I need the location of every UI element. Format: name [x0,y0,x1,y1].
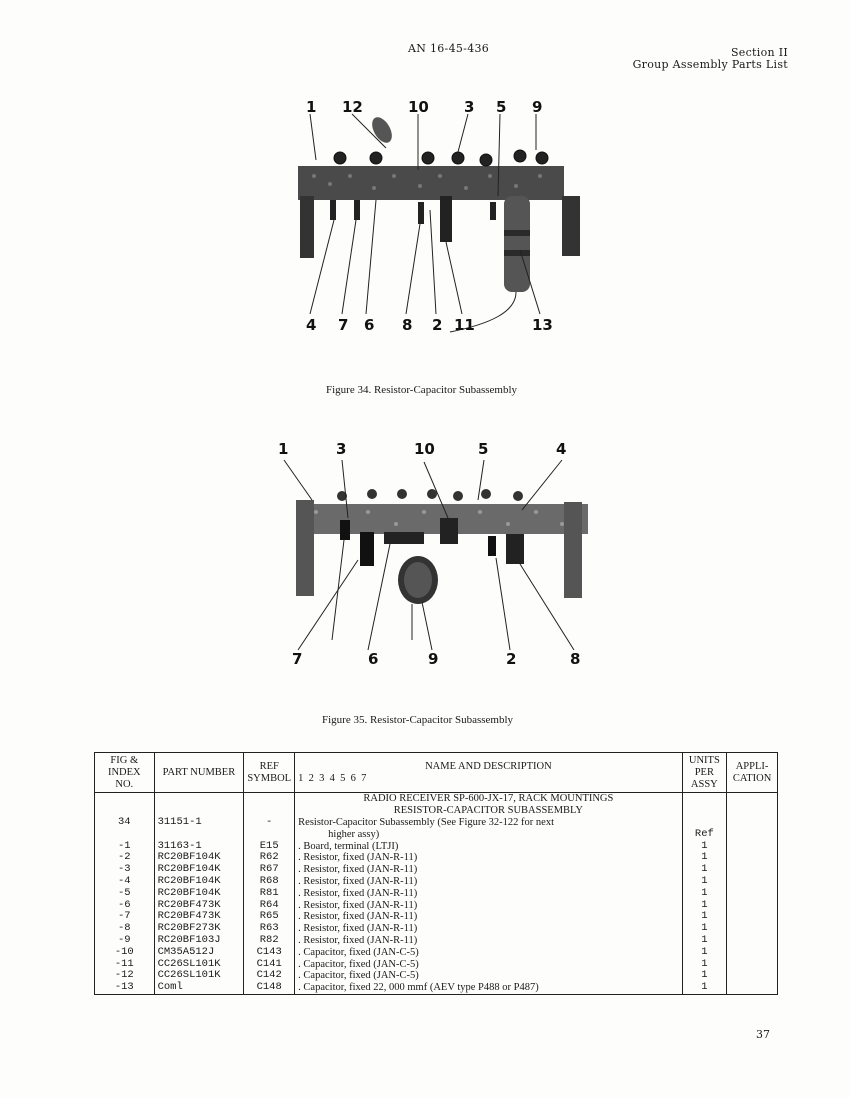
row-description-line-1: Resistor-Capacitor Subassembly (See Figure 32-122 for next [298,816,554,828]
fig35-callout: 9 [428,650,439,668]
fig35-callout: 6 [368,650,379,668]
row-application [727,817,778,841]
row-fig-index: -11 [95,959,155,971]
row-application [727,947,778,959]
col-ref-label: REF [259,760,279,772]
page-number: 37 [756,1028,770,1041]
row-units: 1 [682,970,727,982]
row-units: 1 [682,864,727,876]
fig35-callout: 8 [570,650,581,668]
figure-35-caption: Figure 35. Resistor-Capacitor Subassembly [322,714,514,726]
fig34-callout: 13 [532,316,553,334]
row-application [727,959,778,971]
fig34-callout: 7 [338,316,349,334]
row-description: . Resistor, fixed (JAN-R-11) [295,864,682,876]
row-part-number: RC20BF273K [154,923,244,935]
row-description: . Capacitor, fixed (JAN-C-5) [295,970,682,982]
row-units: Ref [682,817,727,841]
row-application [727,888,778,900]
row-description: . Capacitor, fixed (JAN-C-5) [295,959,682,971]
row-description: . Resistor, fixed (JAN-R-11) [295,911,682,923]
row-units: 1 [682,935,727,947]
row-part-number: RC20BF473K [154,911,244,923]
col-part-number: PART NUMBER [154,753,244,793]
table-row [95,817,778,841]
row-units: 1 [682,982,727,994]
section-label: Section II [730,46,788,59]
col-name-description [295,753,682,793]
row-application [727,864,778,876]
row-description-line-2: higher assy) [328,828,380,840]
row-application [727,852,778,864]
fig35-callout: 2 [506,650,517,668]
table-row [95,947,778,959]
col-fig-label-2: INDEX NO. [107,766,141,790]
row-application [727,911,778,923]
table-row [95,970,778,982]
fig34-callout: 1 [306,98,317,116]
figure-34 [290,100,580,340]
table-header-row [95,753,778,793]
row-part-number: RC20BF104K [154,864,244,876]
table-row [95,888,778,900]
fig34-callout: 4 [306,316,317,334]
row-units: 1 [682,876,727,888]
row-application [727,982,778,994]
row-ref-symbol: C143 [244,947,295,959]
fig35-callout: 3 [336,440,347,458]
col-fig-label: FIG & [110,755,139,766]
row-ref-symbol: C142 [244,970,295,982]
col-application [727,753,778,793]
fig34-callout: 9 [532,98,543,116]
row-fig-index: 34 [95,817,155,841]
row-units: 1 [682,852,727,864]
row-application [727,876,778,888]
fig34-callout: 2 [432,316,443,334]
row-fig-index: -12 [95,970,155,982]
row-ref-symbol: E15 [244,841,295,853]
row-ref-symbol: R68 [244,876,295,888]
row-units: 1 [682,959,727,971]
row-part-number: RC20BF103J [154,935,244,947]
row-units: 1 [682,911,727,923]
col-app-label-2: CATION [732,772,772,784]
row-units: 1 [682,947,727,959]
col-ref-symbol [244,753,295,793]
row-part-number: RC20BF104K [154,876,244,888]
fig34-callout: 10 [408,98,429,116]
row-application [727,841,778,853]
row-fig-index: -3 [95,864,155,876]
fig35-callout: 4 [556,440,567,458]
col-ref-label-2: SYMBOL [247,772,292,784]
col-units-label: UNITS [688,755,720,766]
row-ref-symbol: R62 [244,852,295,864]
row-fig-index: -7 [95,911,155,923]
row-ref-symbol: R82 [244,935,295,947]
fig35-callout: 10 [414,440,435,458]
assembly-title-line-1: RADIO RECEIVER SP-600-JX-17, RACK MOUNTINGS [363,793,614,805]
row-units: 1 [682,888,727,900]
row-description: . Board, terminal (LTJI) [295,841,682,853]
row-ref-symbol: R64 [244,900,295,912]
row-fig-index: -8 [95,923,155,935]
row-part-number: RC20BF473K [154,900,244,912]
row-part-number: RC20BF104K [154,888,244,900]
row-fig-index: -1 [95,841,155,853]
col-fig-index [95,753,155,793]
row-fig-index: -6 [95,900,155,912]
fig34-callout: 8 [402,316,413,334]
col-units-label-2: PER ASSY [690,766,718,790]
row-application [727,935,778,947]
row-description: . Capacitor, fixed (JAN-C-5) [295,947,682,959]
row-part-number: 31151-1 [154,817,244,841]
row-fig-index: -5 [95,888,155,900]
figure-34-photo [290,100,580,340]
fig35-callout: 5 [478,440,489,458]
figure-35-photo [272,440,596,672]
row-ref-symbol: R81 [244,888,295,900]
fig34-callout: 11 [454,316,475,334]
row-part-number: 31163-1 [154,841,244,853]
row-part-number: RC20BF104K [154,852,244,864]
document-number: AN 16-45-436 [408,42,490,55]
row-units: 1 [682,900,727,912]
row-ref-symbol: C141 [244,959,295,971]
row-fig-index: -13 [95,982,155,994]
row-fig-index: -10 [95,947,155,959]
fig35-callout: 7 [292,650,303,668]
row-units: 1 [682,923,727,935]
parts-list-table [94,752,778,995]
table-body [95,793,778,995]
fig34-callout: 6 [364,316,375,334]
row-description [295,817,682,841]
row-ref-symbol: R67 [244,864,295,876]
fig35-callout: 1 [278,440,289,458]
table-title-row [95,793,778,817]
table-row [95,935,778,947]
row-part-number: CC26SL101K [154,959,244,971]
fig34-callout: 12 [342,98,363,116]
row-description: . Resistor, fixed (JAN-R-11) [295,888,682,900]
table-row [95,876,778,888]
row-application [727,923,778,935]
row-description: . Resistor, fixed (JAN-R-11) [295,935,682,947]
assembly-title-line-2: RESISTOR-CAPACITOR SUBASSEMBLY [393,805,584,817]
row-application [727,970,778,982]
col-name-indent-levels: 1 2 3 4 5 6 7 [298,772,367,784]
section-heading [633,47,788,71]
row-part-number: CC26SL101K [154,970,244,982]
row-description: . Resistor, fixed (JAN-R-11) [295,900,682,912]
fig34-callout: 5 [496,98,507,116]
figure-35 [272,440,596,672]
row-fig-index: -9 [95,935,155,947]
row-description: . Resistor, fixed (JAN-R-11) [295,923,682,935]
row-description: . Resistor, fixed (JAN-R-11) [295,876,682,888]
row-fig-index: -2 [95,852,155,864]
table-row [95,982,778,994]
row-description: . Resistor, fixed (JAN-R-11) [295,852,682,864]
row-description: . Capacitor, fixed 22, 000 mmf (AEV type P488 or P487) [295,982,682,994]
row-part-number: CM35A512J [154,947,244,959]
col-name-label: NAME AND DESCRIPTION [425,760,552,772]
row-units: 1 [682,841,727,853]
row-ref-symbol: - [244,817,295,841]
assembly-title [295,793,682,817]
section-title: Group Assembly Parts List [632,58,788,71]
row-ref-symbol: R65 [244,911,295,923]
row-fig-index: -4 [95,876,155,888]
row-ref-symbol: R63 [244,923,295,935]
row-application [727,900,778,912]
col-units-per-assy [682,753,727,793]
row-ref-symbol: C148 [244,982,295,994]
figure-34-caption: Figure 34. Resistor-Capacitor Subassembly [326,384,518,396]
row-part-number: Coml [154,982,244,994]
fig34-callout: 3 [464,98,475,116]
col-app-label: APPLI- [735,760,769,772]
